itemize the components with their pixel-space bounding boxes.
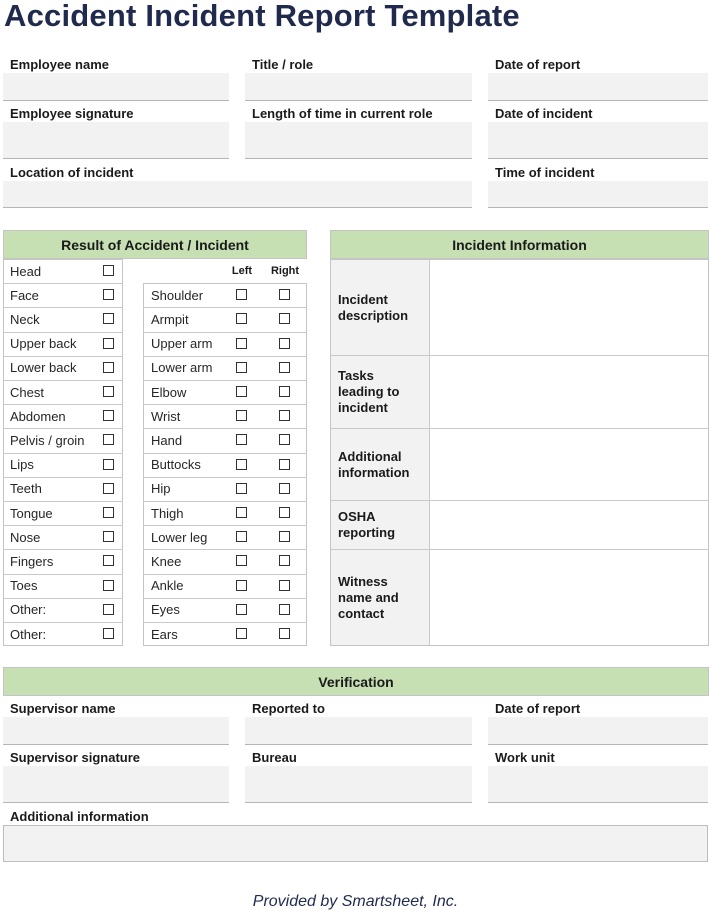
right-checkbox[interactable] (279, 555, 290, 566)
body-part-label: Shoulder (151, 287, 204, 303)
body-part-label: Lips (10, 457, 34, 473)
body-part-checkbox[interactable] (103, 555, 114, 566)
body-part-label: Ears (151, 626, 178, 642)
row-divider (143, 477, 307, 478)
location-of-incident-label: Location of incident (10, 165, 134, 180)
right-checkbox[interactable] (279, 459, 290, 470)
body-part-label: Lower arm (151, 360, 213, 376)
page-title: Accident Incident Report Template (4, 0, 520, 33)
verification-date-of-report-label: Date of report (495, 701, 581, 716)
row-divider (3, 525, 123, 526)
left-checkbox[interactable] (236, 483, 247, 494)
bureau-label: Bureau (252, 750, 297, 765)
verification-additional-information-label: Additional information (10, 809, 149, 824)
body-part-label: Wrist (151, 408, 181, 424)
left-checkbox[interactable] (236, 386, 247, 397)
body-part-checkbox[interactable] (103, 410, 114, 421)
body-part-checkbox[interactable] (103, 434, 114, 445)
supervisor-name-field[interactable] (3, 717, 229, 745)
row-divider (3, 332, 123, 333)
osha-reporting-label: OSHA reporting (331, 501, 430, 549)
row-divider (143, 380, 307, 381)
body-part-label: Upper back (10, 336, 77, 352)
reported-to-field[interactable] (245, 717, 472, 745)
body-part-label: Thigh (151, 505, 184, 521)
tasks-leading-label: Tasks leading to incident (331, 356, 430, 428)
right-checkbox[interactable] (279, 338, 290, 349)
left-checkbox[interactable] (236, 507, 247, 518)
row-divider (143, 598, 307, 599)
body-part-label: Toes (10, 578, 38, 594)
body-part-label: Face (10, 287, 39, 303)
body-part-label: Armpit (151, 311, 189, 327)
body-part-label: Abdomen (10, 408, 66, 424)
row-divider (3, 574, 123, 575)
body-part-checkbox[interactable] (103, 507, 114, 518)
row-divider (3, 380, 123, 381)
supervisor-signature-field[interactable] (3, 766, 229, 803)
body-part-checkbox[interactable] (103, 386, 114, 397)
row-divider (143, 525, 307, 526)
result-section-heading: Result of Accident / Incident (3, 230, 307, 259)
left-checkbox[interactable] (236, 362, 247, 373)
body-part-checkbox[interactable] (103, 459, 114, 470)
right-checkbox[interactable] (279, 628, 290, 639)
row-divider (143, 428, 307, 429)
left-checkbox[interactable] (236, 531, 247, 542)
verification-date-of-report-field[interactable] (488, 717, 708, 745)
body-part-checkbox[interactable] (103, 483, 114, 494)
location-of-incident-field[interactable] (3, 181, 472, 208)
body-part-label: Hip (151, 481, 171, 497)
left-checkbox[interactable] (236, 410, 247, 421)
body-part-label: Buttocks (151, 457, 201, 473)
right-checkbox[interactable] (279, 362, 290, 373)
footer-credit: Provided by Smartsheet, Inc. (252, 893, 459, 910)
body-part-label: Lower leg (151, 529, 208, 545)
body-part-label: Other: (10, 602, 47, 618)
right-checkbox[interactable] (279, 580, 290, 591)
row-divider (143, 332, 307, 333)
left-checkbox[interactable] (236, 555, 247, 566)
witness-contact-field[interactable] (431, 550, 708, 645)
right-checkbox[interactable] (279, 604, 290, 615)
left-checkbox[interactable] (236, 313, 247, 324)
right-checkbox[interactable] (279, 313, 290, 324)
body-part-checkbox[interactable] (103, 604, 114, 615)
supervisor-signature-label: Supervisor signature (10, 750, 141, 765)
date-of-incident-field[interactable] (488, 122, 708, 159)
row-divider (143, 549, 307, 550)
row-divider (143, 622, 307, 623)
row-divider (143, 574, 307, 575)
row-divider (3, 453, 123, 454)
left-checkbox[interactable] (236, 628, 247, 639)
right-column-header: Right (270, 265, 300, 277)
body-part-label: Eyes (151, 602, 180, 618)
bureau-field[interactable] (245, 766, 472, 803)
additional-information-label: Additional information (331, 429, 430, 500)
left-checkbox[interactable] (236, 580, 247, 591)
verification-heading: Verification (3, 667, 709, 696)
row-divider (3, 428, 123, 429)
row-divider (3, 549, 123, 550)
row-divider (3, 356, 123, 357)
date-of-incident-label: Date of incident (495, 106, 593, 121)
row-divider (3, 307, 123, 308)
row-divider (3, 283, 123, 284)
length-of-time-field[interactable] (245, 122, 472, 159)
incident-info-heading: Incident Information (330, 230, 709, 259)
body-part-label: Fingers (10, 553, 54, 569)
body-part-checkbox[interactable] (103, 531, 114, 542)
body-part-label: Neck (10, 311, 40, 327)
title-role-field[interactable] (245, 73, 472, 101)
row-divider (143, 501, 307, 502)
body-part-label: Elbow (151, 384, 187, 400)
body-part-label: Pelvis / groin (10, 432, 85, 448)
osha-reporting-field[interactable] (431, 501, 708, 549)
left-checkbox[interactable] (236, 604, 247, 615)
body-part-label: Other: (10, 626, 47, 642)
length-of-time-label: Length of time in current role (252, 106, 433, 121)
body-part-label: Upper arm (151, 336, 213, 352)
body-part-checkbox[interactable] (103, 580, 114, 591)
incident-description-label: Incident description (331, 260, 430, 355)
employee-name-field[interactable] (3, 73, 229, 101)
body-part-checkbox[interactable] (103, 289, 114, 300)
body-part-label: Teeth (10, 481, 42, 497)
date-of-report-label: Date of report (495, 57, 581, 72)
left-checkbox[interactable] (236, 459, 247, 470)
body-part-checkbox[interactable] (103, 265, 114, 276)
row-divider (143, 404, 307, 405)
right-checkbox[interactable] (279, 386, 290, 397)
row-divider (143, 453, 307, 454)
body-part-label: Chest (10, 384, 44, 400)
right-checkbox[interactable] (279, 410, 290, 421)
right-checkbox[interactable] (279, 434, 290, 445)
left-checkbox[interactable] (236, 338, 247, 349)
body-part-label: Nose (10, 529, 41, 545)
time-of-incident-label: Time of incident (495, 165, 595, 180)
row-divider (143, 307, 307, 308)
additional-information-field[interactable] (431, 429, 708, 500)
row-divider (3, 501, 123, 502)
employee-signature-label: Employee signature (10, 106, 134, 121)
supervisor-name-label: Supervisor name (10, 701, 116, 716)
right-checkbox[interactable] (279, 507, 290, 518)
work-unit-label: Work unit (495, 750, 555, 765)
row-divider (3, 598, 123, 599)
body-part-label: Hand (151, 432, 183, 448)
row-divider (143, 356, 307, 357)
body-part-checkbox[interactable] (103, 313, 114, 324)
body-part-label: Ankle (151, 578, 184, 594)
tasks-leading-field[interactable] (431, 356, 708, 428)
row-divider (3, 622, 123, 623)
body-part-label: Lower back (10, 360, 77, 376)
right-checkbox[interactable] (279, 483, 290, 494)
left-column-header: Left (231, 265, 253, 277)
verification-additional-information-field[interactable] (3, 825, 708, 862)
left-checkbox[interactable] (236, 289, 247, 300)
body-part-label: Tongue (10, 505, 53, 521)
row-divider (3, 404, 123, 405)
incident-description-field[interactable] (431, 260, 708, 355)
date-of-report-field[interactable] (488, 73, 708, 101)
right-checkbox[interactable] (279, 531, 290, 542)
work-unit-field[interactable] (488, 766, 708, 803)
left-checkbox[interactable] (236, 434, 247, 445)
body-part-checkbox[interactable] (103, 338, 114, 349)
body-part-checkbox[interactable] (103, 362, 114, 373)
right-checkbox[interactable] (279, 289, 290, 300)
title-role-label: Title / role (252, 57, 314, 72)
reported-to-label: Reported to (252, 701, 325, 716)
body-part-checkbox[interactable] (103, 628, 114, 639)
employee-signature-field[interactable] (3, 122, 229, 159)
row-divider (3, 477, 123, 478)
body-part-label: Knee (151, 553, 182, 569)
time-of-incident-field[interactable] (488, 181, 708, 208)
employee-name-label: Employee name (10, 57, 109, 72)
witness-contact-label: Witness name and contact (331, 550, 430, 645)
body-part-label: Head (10, 263, 42, 279)
